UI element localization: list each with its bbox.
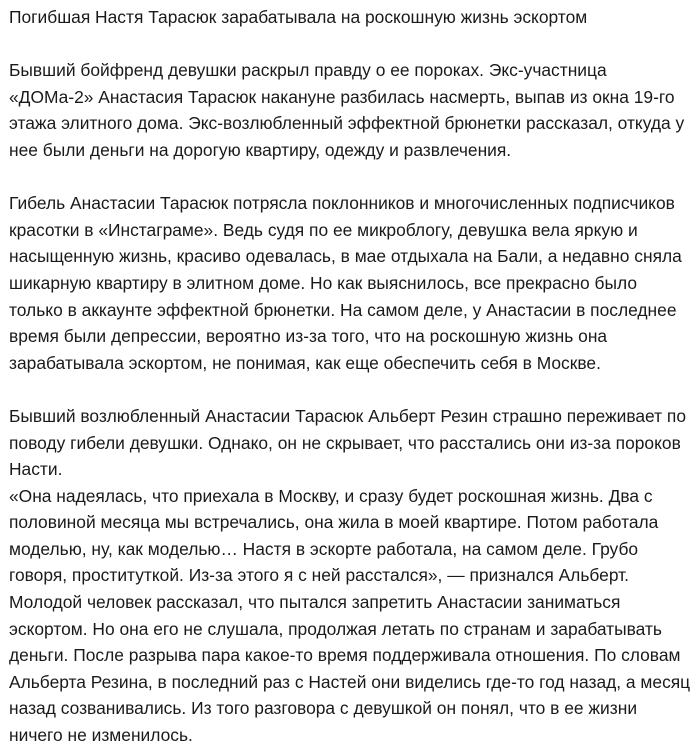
article-paragraph-3: Бывший возлюбленный Анастасии Тарасюк Альберт Резин страшно переживает по поводу гибели девушки. Однако, он не скрывает, что расстались они из-за пороков Насти. bbox=[9, 405, 687, 480]
article-title: Погибшая Настя Тарасюк зарабатывала на роскошную жизнь эскортом bbox=[9, 7, 588, 27]
paragraph-gap bbox=[9, 164, 693, 191]
article bbox=[9, 0, 693, 749]
article-paragraph-2: Гибель Анастасии Тарасюк потрясла поклонников и многочисленных подписчиков красотки в «Инстаграме». Ведь судя по ее микроблогу, девушка вела яркую и насыщенную жизнь, красиво одевалась, в мае отдыхала на Бали, а недавно сняла шикарную квартиру в элитном доме. Но как выяснилось, все прекрасно было только в аккаунте эффектной брюнетки. На самом деле, у Анастасии в последнее время были депрессии, вероятно из-за того, что на роскошную жизнь она зарабатывала эскортом, не понимая, как еще обеспечить себя в Москве. bbox=[9, 193, 682, 373]
paragraph-gap bbox=[9, 376, 693, 403]
paragraph-gap bbox=[9, 31, 693, 58]
article-quote-paragraph: «Она надеялась, что приехала в Москву, и сразу будет роскошная жизнь. Два с половиной месяца мы встречались, она жила в моей квартире. Потом работала моделью, ну, как моделью… Настя в эскорте работала, на самом деле. Грубо говоря, проституткой. Из-за этого я с ней расстался», — признался Альберт. Молодой человек рассказал, что пытался запретить Анастасии заниматься эскортом. Но она его не слушала, продолжая летать по странам и зарабатывать деньги. После разрыва пара какое-то время поддерживала отношения. По словам Альберта Резина, в последний раз с Настей они виделись где-то год назад, а месяц назад созванивались. Из того разговора с девушкой он понял, что в ее жизни ничего не изменилось. bbox=[9, 485, 691, 746]
article-paragraph-1: Бывший бойфренд девушки раскрыл правду о ее пороках. Экс-участница «ДОМа-2» Анастасия Тарасюк накануне разбилась насмерть, выпав из окна 19-го этажа элитного дома. Экс-возлюбленный эффектной брюнетки рассказал, откуда у нее были деньги на дорогую квартиру, одежду и развлечения. bbox=[9, 60, 685, 160]
